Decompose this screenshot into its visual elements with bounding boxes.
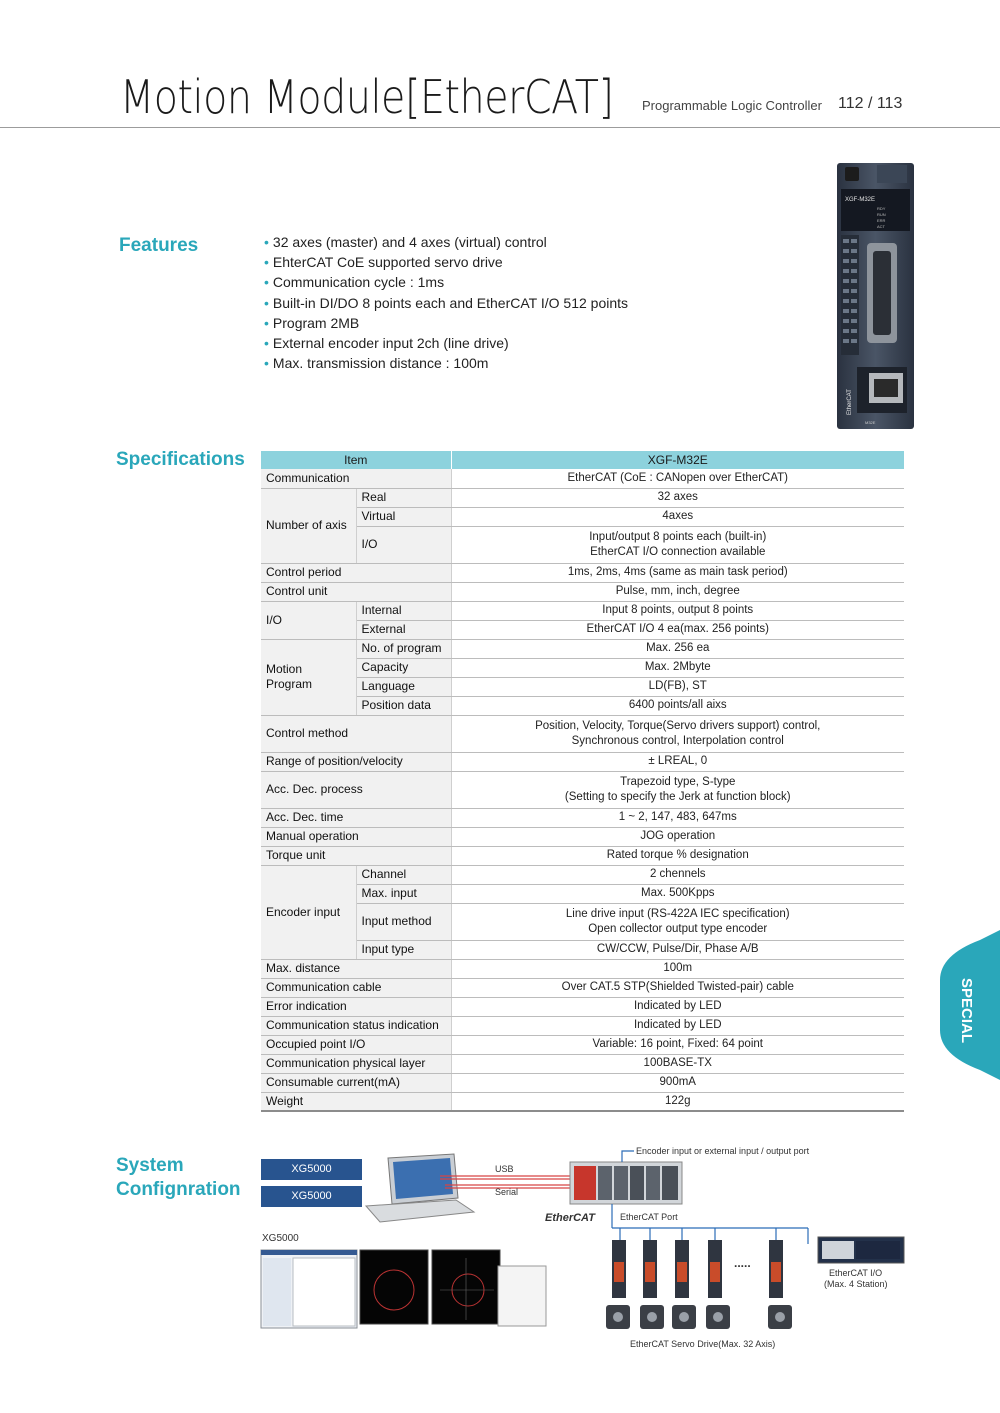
xg5000-button[interactable]: XG5000	[261, 1186, 362, 1207]
table-row: Communication physical layer 100BASE-TX	[261, 1054, 904, 1073]
table-row: Communication EtherCAT (CoE : CANopen over EtherCAT)	[261, 469, 904, 488]
side-tab-label: SPECIAL	[958, 978, 975, 1044]
table-row: Input method Line drive input (RS-422A IEC specification) Open collector output type encoder	[261, 903, 904, 940]
table-row: Weight 122g	[261, 1092, 904, 1111]
table-row: Communication status indication Indicated by LED	[261, 1016, 904, 1035]
table-row: Number of axis Real 32 axes	[261, 488, 904, 507]
table-row: Range of position/velocity ± LREAL, 0	[261, 752, 904, 771]
encoder-port-label: Encoder input or external input / output port	[636, 1146, 810, 1156]
table-row: Communication cable Over CAT.5 STP(Shielded Twisted-pair) cable	[261, 978, 904, 997]
table-row: External EtherCAT I/O 4 ea(max. 256 points)	[261, 620, 904, 639]
header-divider	[0, 127, 1000, 128]
list-item: • Built-in DI/DO 8 points each and EtherCAT I/O 512 points	[264, 294, 629, 311]
list-item: • External encoder input 2ch (line drive)	[264, 335, 509, 352]
list-item: • Communication cycle : 1ms	[264, 274, 445, 291]
table-row: Control unit Pulse, mm, inch, degree	[261, 582, 904, 601]
serial-label: Serial	[495, 1187, 519, 1197]
ellipsis: .....	[734, 1256, 751, 1270]
table-row: Consumable current(mA) 900mA	[261, 1073, 904, 1092]
ethercat-io-label: EtherCAT I/O	[829, 1268, 883, 1278]
specifications-table	[261, 451, 904, 1112]
table-row: Max. input Max. 500Kpps	[261, 884, 904, 903]
software-screens-image	[261, 1250, 546, 1328]
table-row: Language LD(FB), ST	[261, 677, 904, 696]
ethercat-io-stations: (Max. 4 Station)	[824, 1279, 888, 1289]
special-side-tab[interactable]	[940, 930, 1000, 1080]
table-row: Acc. Dec. process Trapezoid type, S-type (Setting to specify the Jerk at function block)	[261, 771, 904, 808]
list-item: • Program 2MB	[264, 314, 360, 331]
table-row: Control method Position, Velocity, Torque(Servo drivers support) control, Synchronous control, Interpolation control	[261, 715, 904, 752]
led-label: ERR	[877, 218, 886, 223]
table-row: I/O Internal Input 8 points, output 8 points	[261, 601, 904, 620]
table-row: Capacity Max. 2Mbyte	[261, 658, 904, 677]
led-label: ACT	[877, 224, 885, 229]
table-row: Virtual 4axes	[261, 507, 904, 526]
features-heading: Features	[119, 235, 199, 256]
table-row: Manual operation JOG operation	[261, 827, 904, 846]
motion-module-image	[837, 163, 914, 429]
table-row: Torque unit Rated torque % designation	[261, 846, 904, 865]
ethercat-port-label: EtherCAT Port	[620, 1212, 678, 1222]
laptop-icon	[366, 1154, 474, 1222]
module-brand: EtherCAT	[847, 389, 853, 415]
list-item: • Max. transmission distance : 100m	[264, 355, 489, 372]
system-heading: System Confignration	[116, 1155, 241, 1200]
list-item: • EhterCAT CoE supported servo drive	[264, 254, 503, 271]
plc-rack-icon	[570, 1162, 682, 1204]
xg5000-button[interactable]: XG5000	[261, 1159, 362, 1180]
table-row: Input type CW/CCW, Pulse/Dir, Phase A/B	[261, 940, 904, 959]
table-row: Error indication Indicated by LED	[261, 997, 904, 1016]
page-title: Motion Module[EtherCAT]	[120, 70, 614, 124]
ethercat-logo: EtherCAT	[545, 1212, 595, 1224]
table-header-row	[261, 451, 904, 469]
software-label: XG5000	[262, 1233, 299, 1244]
module-tag: M32E	[865, 420, 876, 425]
table-row: Acc. Dec. time 1 ~ 2, 147, 483, 647ms	[261, 808, 904, 827]
header-subtitle: Programmable Logic Controller	[642, 98, 822, 113]
ethercat-io-icon	[818, 1237, 904, 1263]
table-row: Max. distance 100m	[261, 959, 904, 978]
led-label: RUN	[877, 212, 886, 217]
features-list	[264, 232, 628, 373]
led-label: RDY	[877, 206, 886, 211]
table-row: Position data 6400 points/all aixs	[261, 696, 904, 715]
usb-label: USB	[495, 1164, 514, 1174]
column-header-item: Item	[261, 451, 451, 469]
page-numbers: 112 / 113	[838, 95, 903, 112]
module-model-label: XGF-M32E	[845, 197, 876, 203]
list-item: • 32 axes (master) and 4 axes (virtual) control	[264, 234, 547, 250]
column-header-model: XGF-M32E	[451, 451, 904, 469]
table-row: Control period 1ms, 2ms, 4ms (same as main task period)	[261, 563, 904, 582]
table-row: Motion Program No. of program Max. 256 ea	[261, 639, 904, 658]
specifications-heading: Specifications	[116, 449, 245, 470]
servo-drive-label: EtherCAT Servo Drive(Max. 32 Axis)	[630, 1339, 776, 1349]
table-row: Occupied point I/O Variable: 16 point, Fixed: 64 point	[261, 1035, 904, 1054]
table-row: Encoder input Channel 2 chennels	[261, 865, 904, 884]
table-row: I/O Input/output 8 points each (built-in) EtherCAT I/O connection available	[261, 526, 904, 563]
